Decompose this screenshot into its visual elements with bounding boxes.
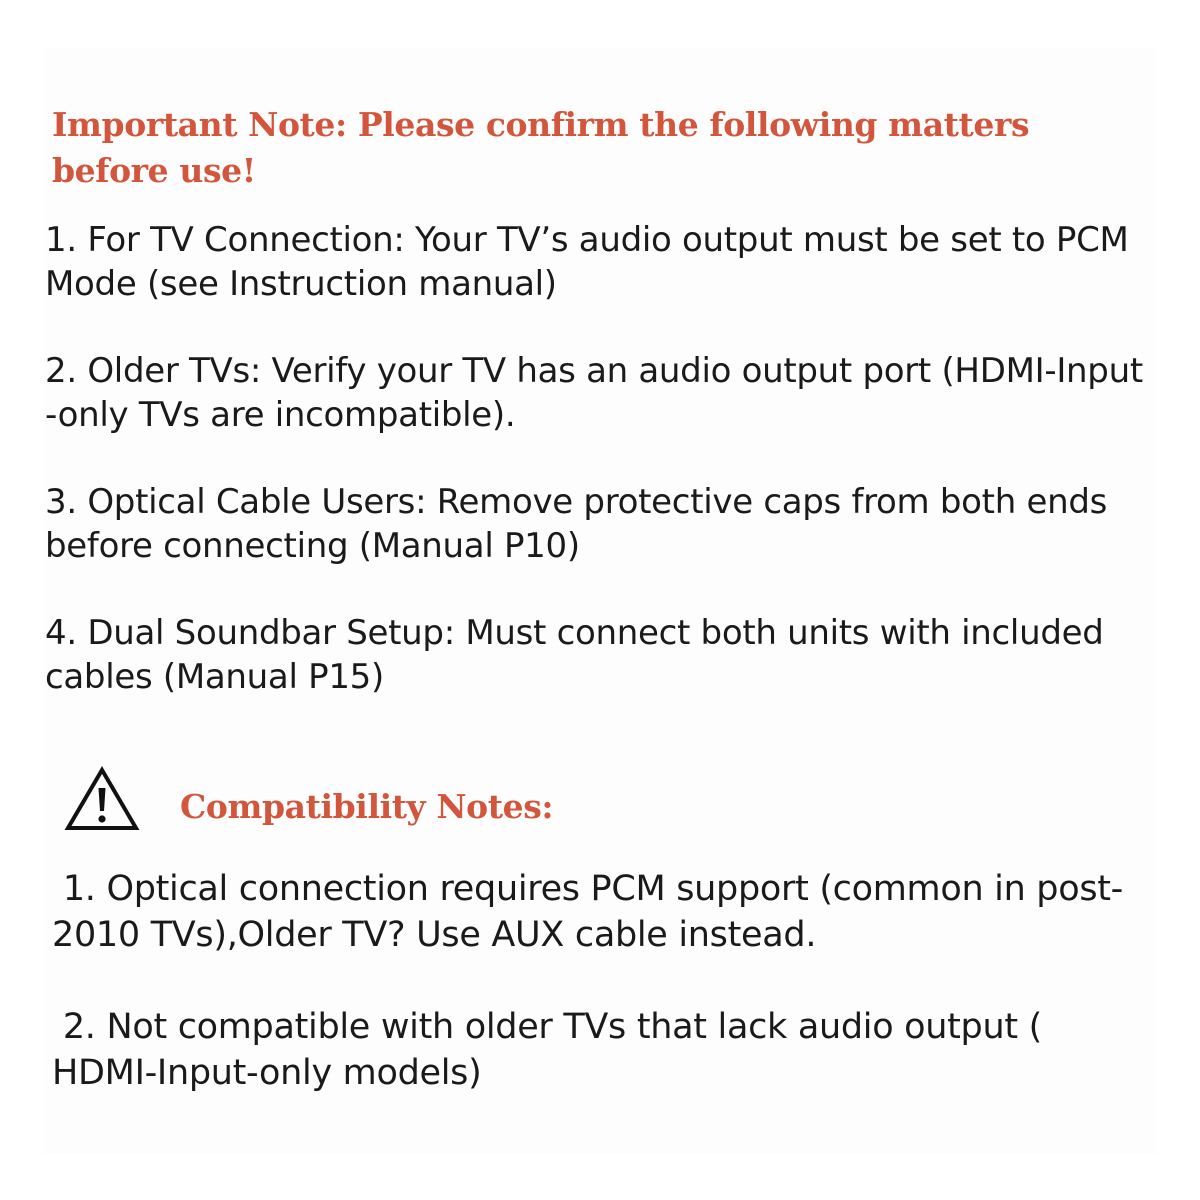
compatibility-notes-heading: Compatibility Notes: [180, 787, 554, 826]
note-item-2: 2. Older TVs: Verify your TV has an audio output port (HDMI-Input -only TVs are incompatible). [45, 351, 1154, 435]
warning-triangle-icon [64, 766, 140, 832]
note-item-3: 3. Optical Cable Users: Remove protective caps from both ends before connecting (Manual P10) [45, 482, 1118, 566]
compatibility-item-2: 2. Not compatible with older TVs that lack audio output ( HDMI-Input-only models) [52, 1007, 1053, 1093]
content-panel [44, 48, 1156, 1154]
note-item-4: 4. Dual Soundbar Setup: Must connect both units with included cables (Manual P15) [45, 613, 1115, 697]
important-note-heading: Important Note: Please confirm the following matters before use! [52, 105, 1030, 190]
compatibility-item-1: 1. Optical connection requires PCM support (common in post-2010 TVs),Older TV? Use AUX cable instead. [52, 869, 1124, 955]
note-item-1: 1. For TV Connection: Your TV’s audio output must be set to PCM Mode (see Instruction manual) [45, 220, 1140, 304]
